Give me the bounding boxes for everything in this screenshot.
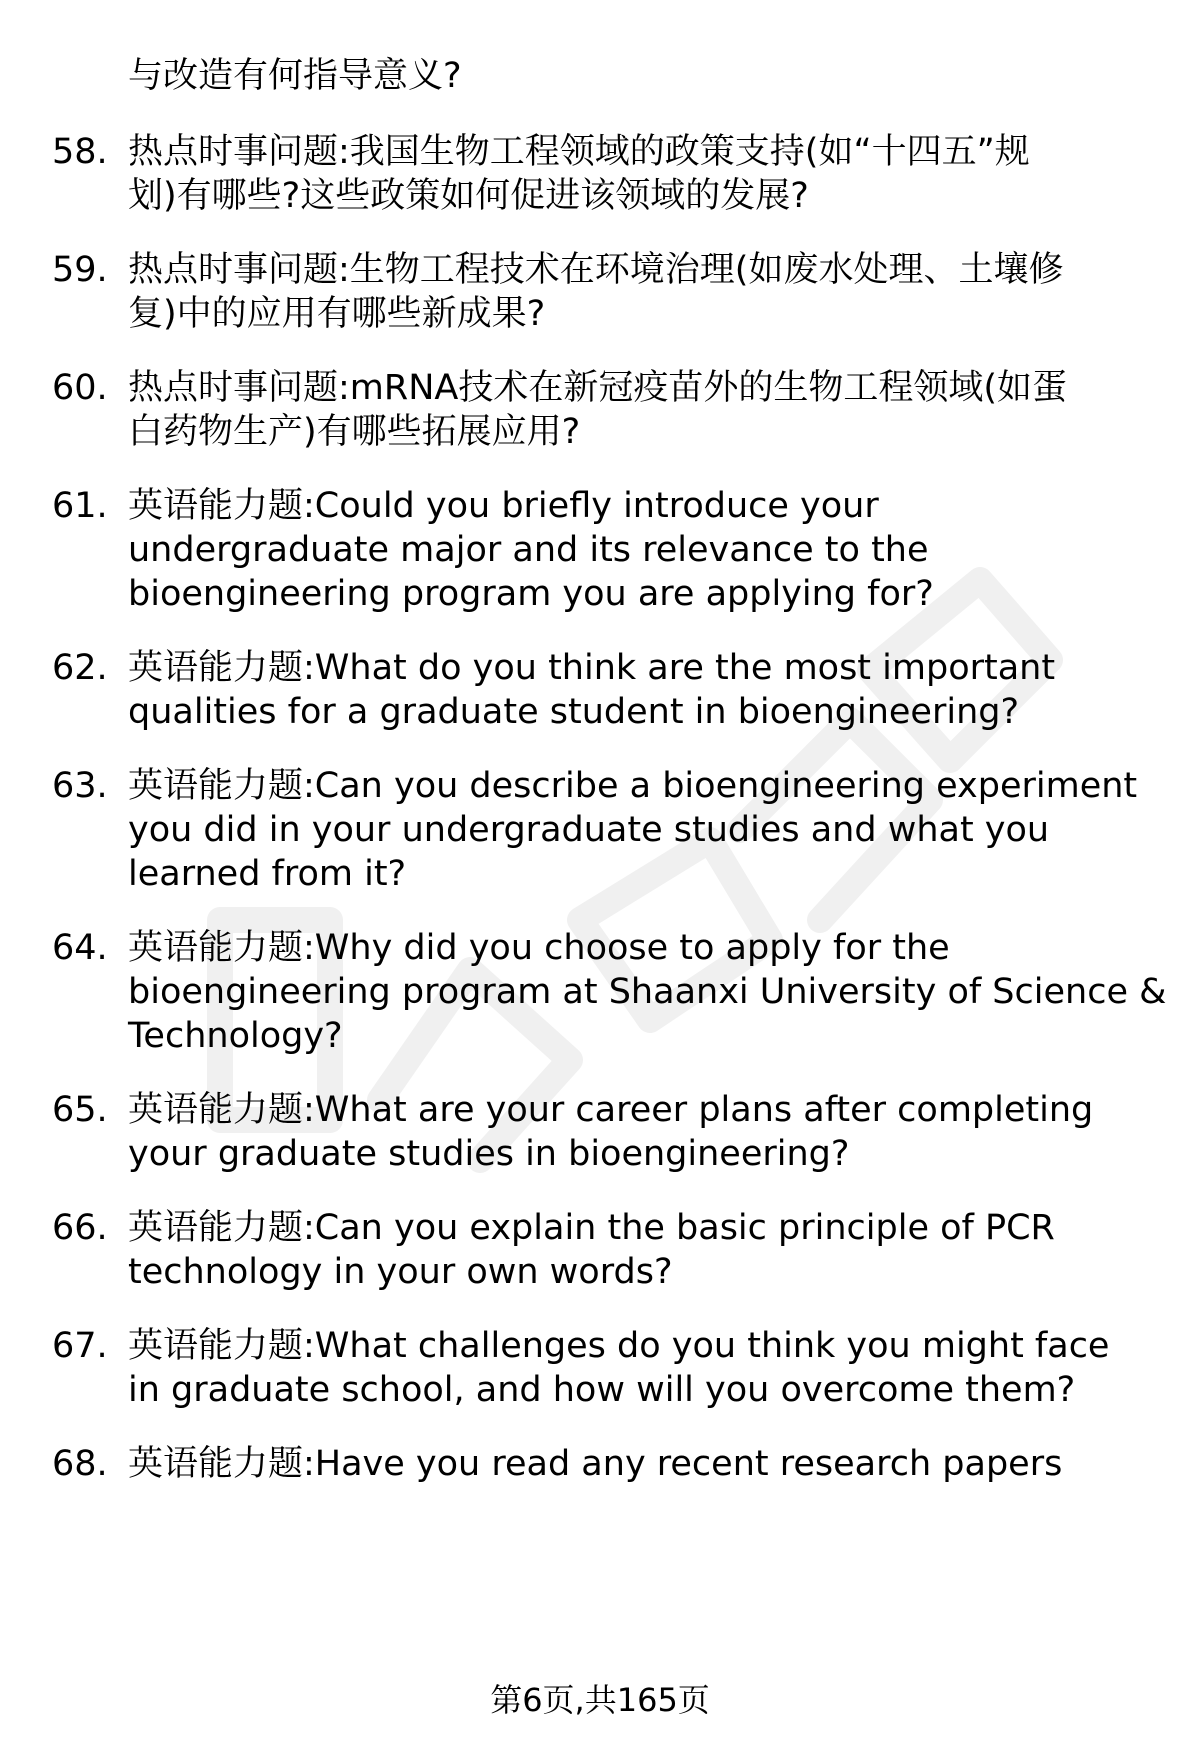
page-footer: 第6页,共165页: [490, 1681, 710, 1719]
question-number: 65.: [52, 1090, 108, 1130]
question-number: 67.: [52, 1326, 108, 1366]
question-line: technology in your own words?: [128, 1252, 673, 1292]
question-line: 英语能力题:Why did you choose to apply for the: [128, 928, 950, 968]
question-line: 英语能力题:Can you explain the basic principle of PCR: [128, 1208, 1055, 1248]
question-line: undergraduate major and its relevance to the: [128, 530, 929, 570]
question-number: 68.: [52, 1444, 108, 1484]
question-line: 复)中的应用有哪些新成果?: [128, 294, 546, 334]
question-line: 英语能力题:What are your career plans after completing: [128, 1090, 1094, 1130]
question-line: 英语能力题:What challenges do you think you might face: [128, 1326, 1110, 1366]
question-line: learned from it?: [128, 854, 407, 894]
question-number: 62.: [52, 648, 108, 688]
question-line: 白药物生产)有哪些拓展应用?: [128, 412, 581, 452]
question-number: 61.: [52, 486, 108, 526]
question-line: in graduate school, and how will you overcome them?: [128, 1370, 1076, 1410]
question-line: you did in your undergraduate studies and what you: [128, 810, 1050, 850]
question-number: 59.: [52, 250, 108, 290]
question-number: 64.: [52, 928, 108, 968]
question-line: 划)有哪些?这些政策如何促进该领域的发展?: [128, 176, 809, 216]
question-line: 英语能力题:Can you describe a bioengineering experiment: [128, 766, 1138, 806]
question-line: 英语能力题:Could you briefly introduce your: [128, 486, 879, 526]
question-number: 58.: [52, 132, 108, 172]
question-line: 热点时事问题:我国生物工程领域的政策支持(如“十四五”规: [128, 132, 1030, 172]
question-number: 66.: [52, 1208, 108, 1248]
question-line: 热点时事问题:生物工程技术在环境治理(如废水处理、土壤修: [128, 250, 1064, 290]
question-line: 英语能力题:What do you think are the most important: [128, 648, 1056, 688]
question-line: bioengineering program at Shaanxi University of Science &: [128, 972, 1167, 1012]
question-number: 60.: [52, 368, 108, 408]
question-line: your graduate studies in bioengineering?: [128, 1134, 850, 1174]
continuation-line: 与改造有何指导意义?: [128, 56, 462, 96]
question-line: Technology?: [128, 1016, 343, 1056]
question-number: 63.: [52, 766, 108, 806]
question-line: 热点时事问题:mRNA技术在新冠疫苗外的生物工程领域(如蛋: [128, 368, 1067, 408]
question-line: 英语能力题:Have you read any recent research papers: [128, 1444, 1063, 1484]
question-line: qualities for a graduate student in bioengineering?: [128, 692, 1020, 732]
question-line: bioengineering program you are applying for?: [128, 574, 934, 614]
